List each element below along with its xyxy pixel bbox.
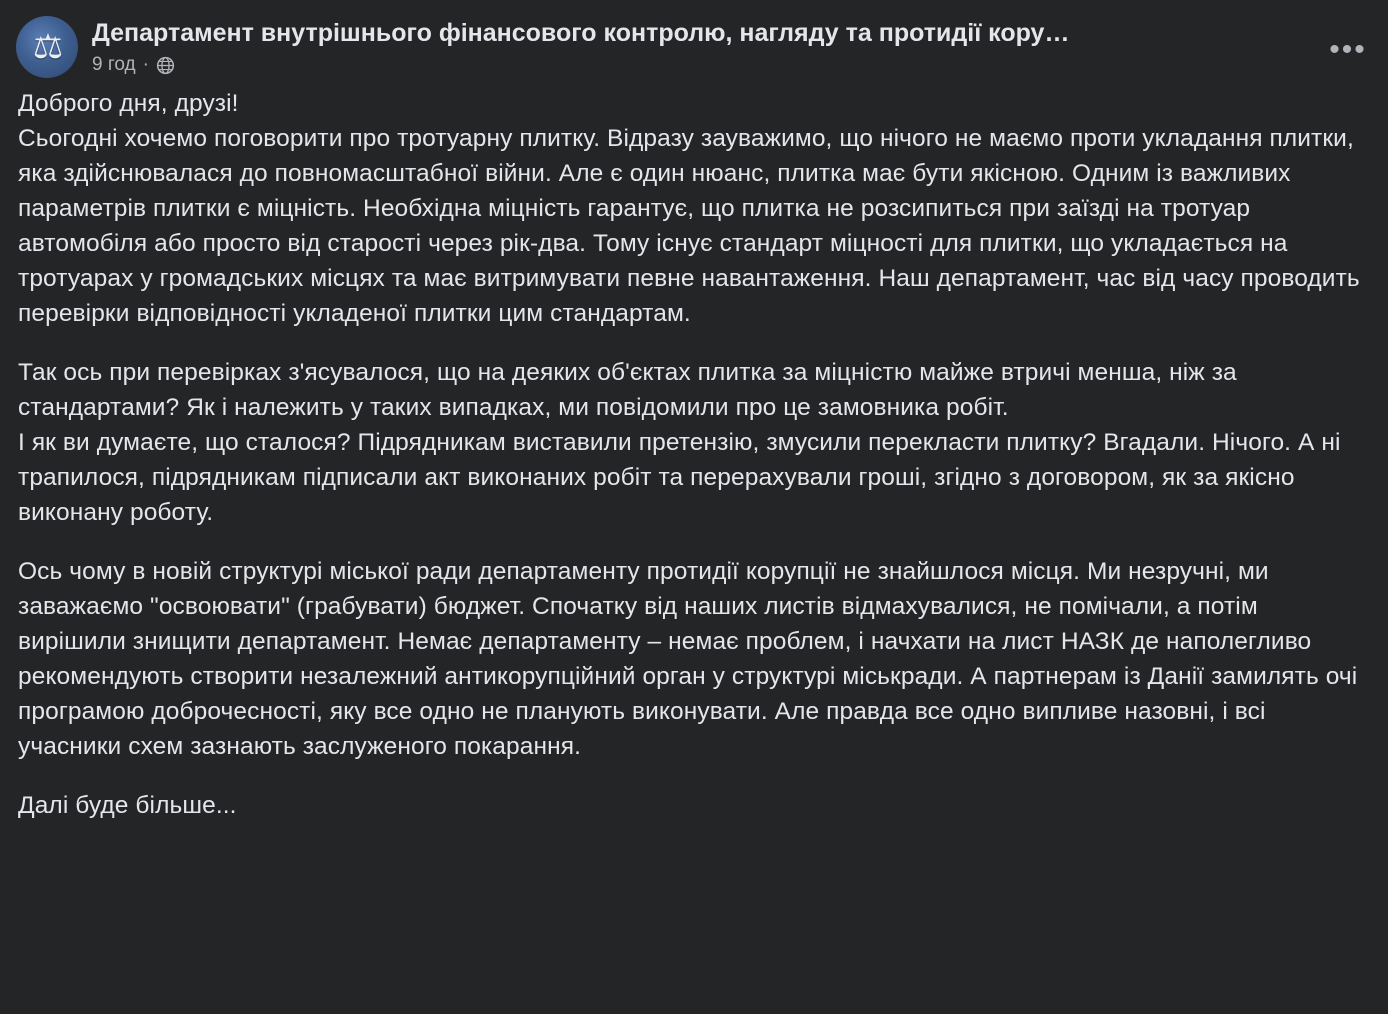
organization-emblem-avatar-icon: ⚖: [32, 28, 62, 66]
paragraph-spacer: [18, 764, 1370, 788]
post-header: [0, 0, 1388, 78]
globe-public-icon[interactable]: [156, 56, 175, 75]
post-timestamp[interactable]: 9 год: [92, 54, 136, 75]
post-header-text: [92, 14, 1372, 76]
post-message: [0, 78, 1388, 823]
paragraph-spacer: [18, 530, 1370, 554]
post-paragraph: Доброго дня, друзі!: [18, 90, 239, 117]
post-paragraph: Так ось при перевірках з'ясувалося, що на деяких об'єктах плитка за міцністю майже втричі менша, ніж за стандартами? Як і належить у таких випадках, ми повідомили про це замовника робіт.: [18, 359, 1237, 421]
meta-separator: ·: [142, 54, 149, 75]
post-paragraph: І як ви думаєте, що сталося? Підрядникам виставили претензію, змусили перекласти плитку? Вгадали. Нічого. А ні трапилося, підрядникам підписали акт виконаних робіт та перерахували гроші, згідно з договором, як за якісно виконану роботу.: [18, 429, 1341, 526]
page-name-link[interactable]: Департамент внутрішнього фінансового контролю, нагляду та протидії кору…: [92, 19, 1070, 47]
post-options-button[interactable]: •••: [1329, 33, 1367, 66]
post-paragraph: Ось чому в новій структурі міської ради департаменту протидії корупції не знайшлося місця. Ми незручні, ми заважаємо "освоювати" (грабувати) бюджет. Спочатку від наших листів відмахувалися, не помічали, а потім вирішили знищити департамент. Немає департаменту – немає проблем, і начхати на лист НАЗК де наполегливо рекомендують створити незалежний антикорупційний орган у структурі міськради. А партнерам із Данії замилять очі програмою доброчесності, яку все одно не планують виконувати. Але правда все одно випливе назовні, і всі учасники схем зазнають заслуженого покарання.: [18, 558, 1358, 760]
avatar[interactable]: [16, 16, 78, 78]
paragraph-spacer: [18, 331, 1370, 355]
post-paragraph: Сьогодні хочемо поговорити про тротуарну плитку. Відразу зауважимо, що нічого не маємо проти укладання плитки, яка здійснювалася до повномасштабної війни. Але є один нюанс, плитка має бути якісною. Одним із важливих параметрів плитки є міцність. Необхідна міцність гарантує, що плитка не розсипиться при заїзді на тротуар автомобіля або просто від старості через рік-два. Тому існує стандарт міцності для плитки, що укладається на тротуарах у громадських місцях та має витримувати певне навантаження. Наш департамент, час від часу проводить перевірки відповідності укладеної плитки цим стандартам.: [18, 125, 1360, 327]
post-meta: [92, 54, 1372, 76]
post-paragraph: Далі буде більше...: [18, 792, 237, 819]
